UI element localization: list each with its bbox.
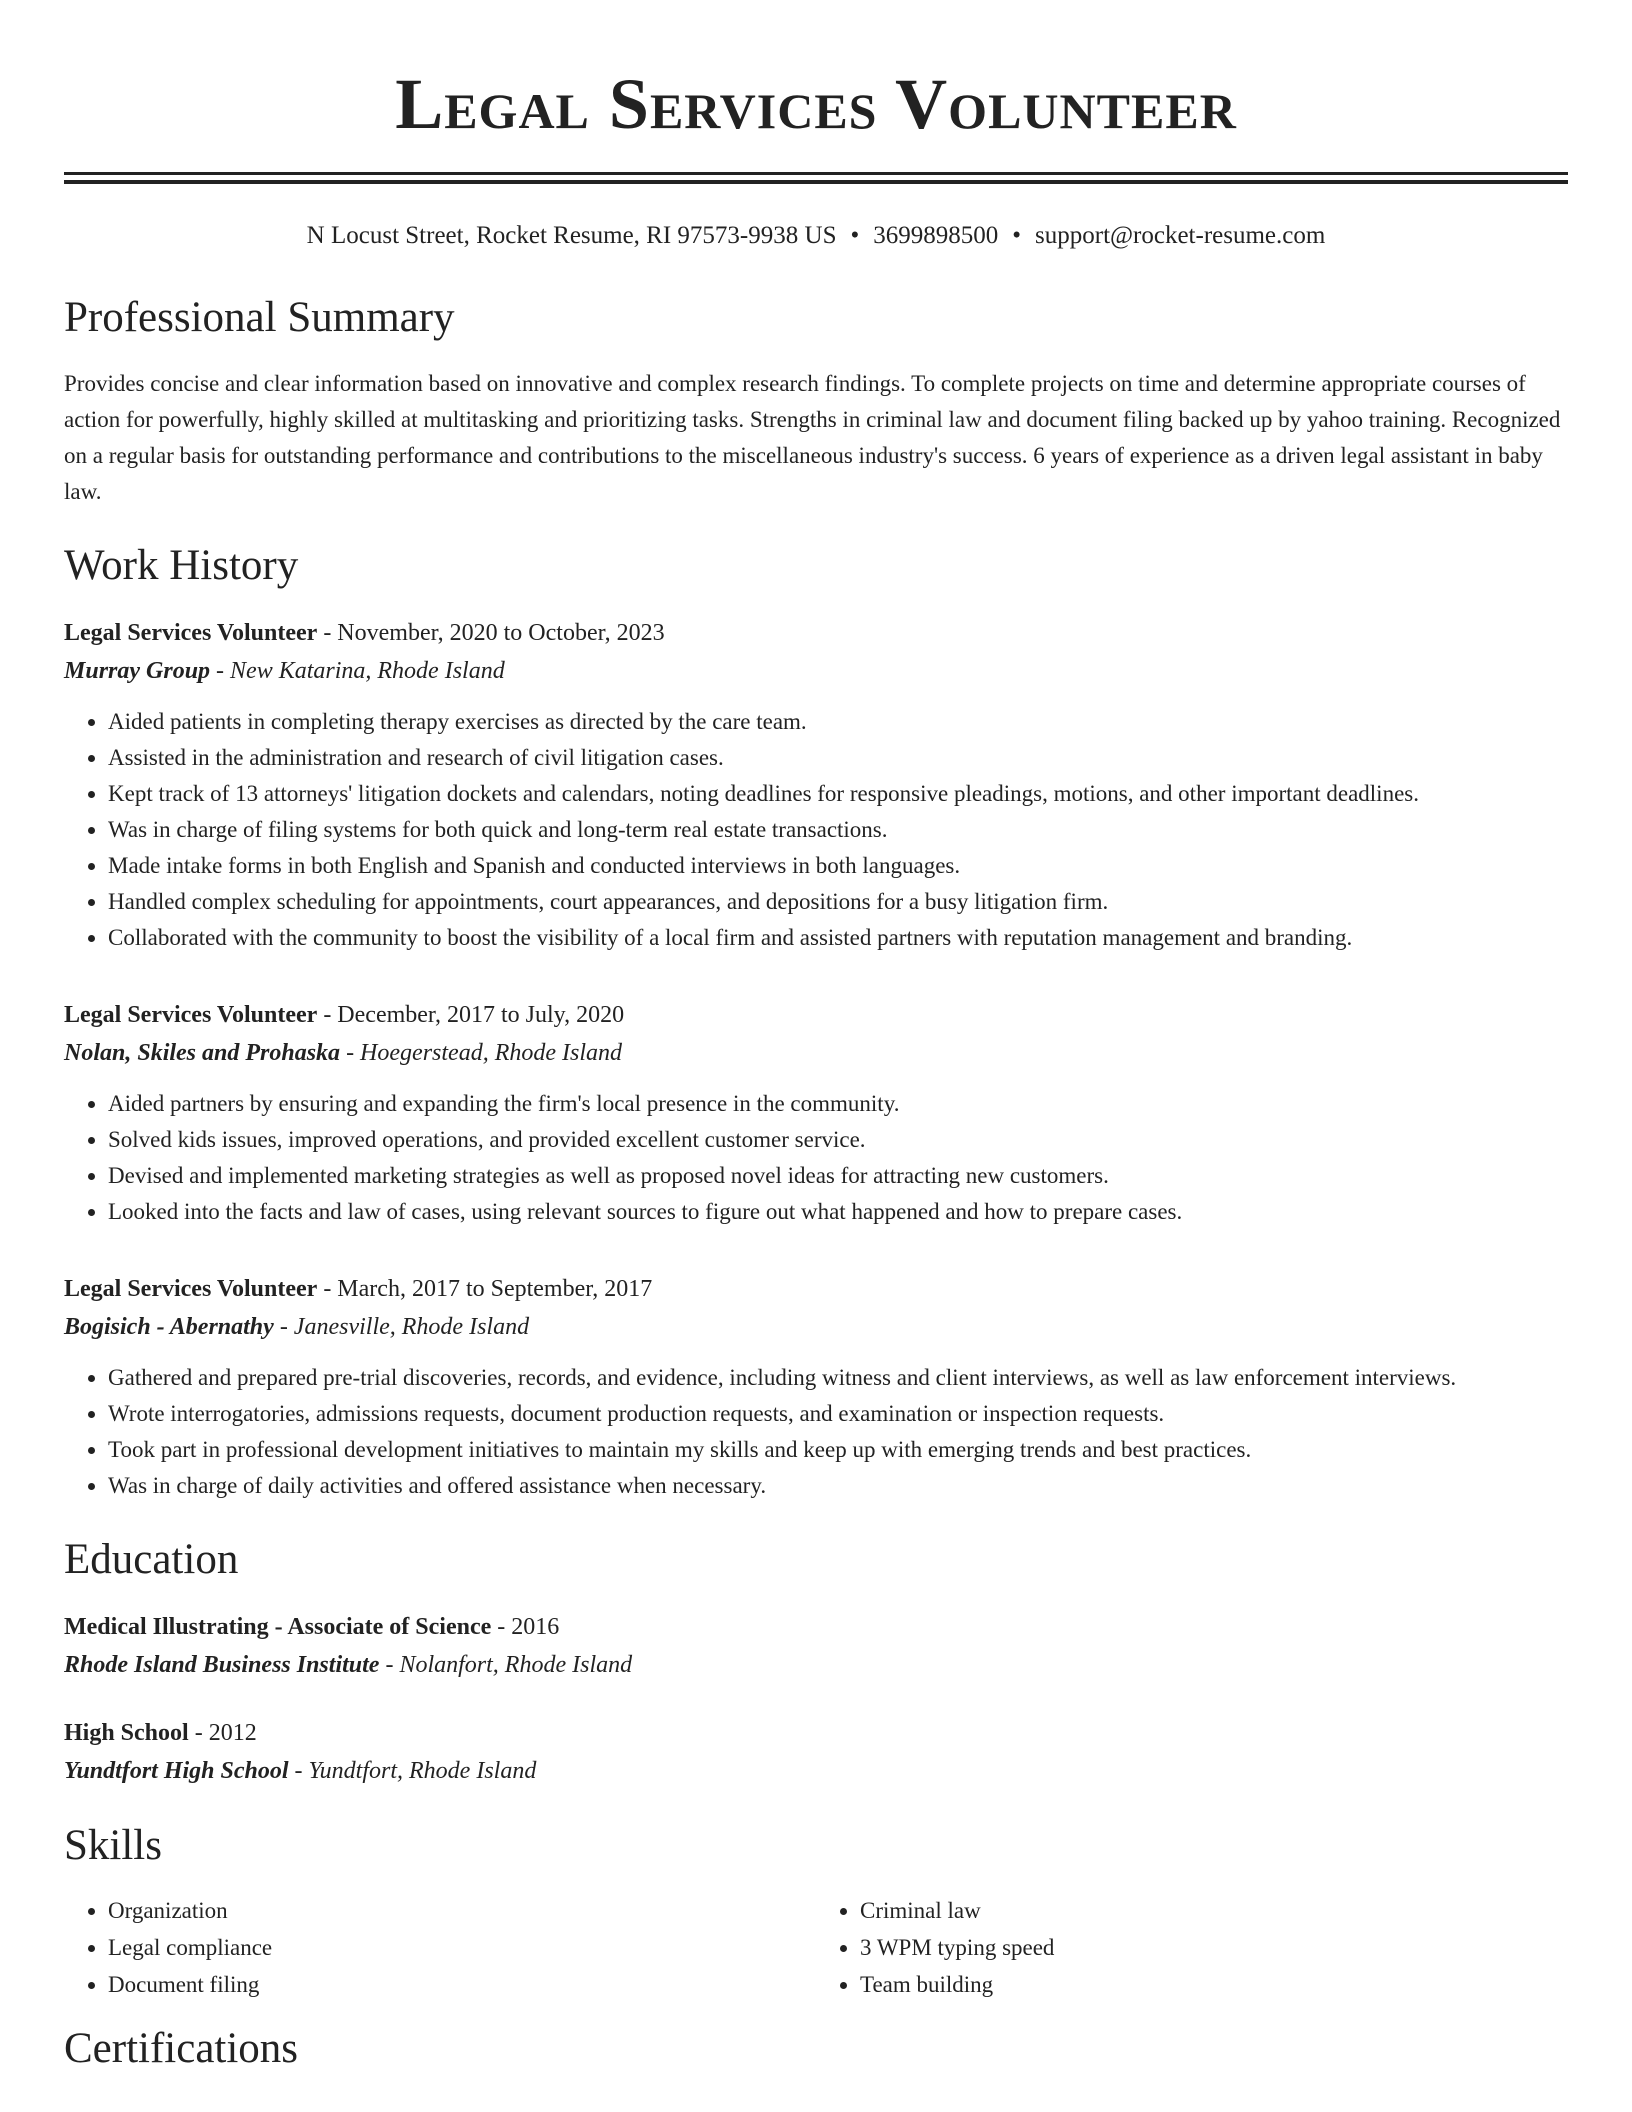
job-entry <box>64 1270 1568 1504</box>
education-entry <box>64 1714 1568 1790</box>
list-item: • Wrote interrogatories, admissions requests, document production requests, and examination or inspection requests. <box>108 1396 1568 1432</box>
skill-item: • Document filing <box>108 1966 816 2003</box>
employer-line <box>64 1034 1568 1072</box>
job-title: Legal Services Volunteer <box>64 1002 318 1028</box>
degree-line <box>64 1714 1568 1752</box>
list-item: • Kept track of 13 attorneys' litigation dockets and calendars, noting deadlines for responsive pleadings, motions, and other important deadlines. <box>108 776 1568 812</box>
summary-heading: Professional Summary <box>64 294 455 341</box>
contact-address: N Locust Street, Rocket Resume, RI 97573-9938 US <box>306 222 837 249</box>
contact-separator: • <box>1012 222 1022 249</box>
list-item: • Made intake forms in both English and Spanish and conducted interviews in both languages. <box>108 848 1568 884</box>
skills-list <box>64 1892 1568 2003</box>
contact-phone: 3699898500 <box>873 222 999 249</box>
list-item: • Handled complex scheduling for appointments, court appearances, and depositions for a busy litigation firm. <box>108 884 1568 920</box>
degree-name: Medical Illustrating - Associate of Science <box>64 1614 492 1640</box>
header-rule-bottom <box>64 180 1568 184</box>
list-item: • Solved kids issues, improved operations, and provided excellent customer service. <box>108 1122 1568 1158</box>
header-rule-top <box>64 172 1568 175</box>
list-item: • Aided patients in completing therapy exercises as directed by the care team. <box>108 704 1568 740</box>
employer-name: Murray Group <box>64 658 211 684</box>
education-heading: Education <box>64 1536 239 1583</box>
employer-location: - New Katarina, Rhode Island <box>210 658 505 684</box>
certifications-heading: Certifications <box>64 2025 299 2072</box>
degree-name: High School <box>64 1720 189 1746</box>
job-title-line <box>64 1270 1568 1308</box>
job-entry <box>64 614 1568 956</box>
contact-separator: • <box>850 222 860 249</box>
degree-line <box>64 1608 1568 1646</box>
skill-item: • Organization <box>108 1892 816 1929</box>
list-item: • Was in charge of filing systems for both quick and long-term real estate transactions. <box>108 812 1568 848</box>
list-item: • Collaborated with the community to boost the visibility of a local firm and assisted partners with reputation management and branding. <box>108 920 1568 956</box>
school-line <box>64 1752 1568 1790</box>
skill-item: • Legal compliance <box>108 1929 816 1966</box>
skills-column-left <box>64 1892 816 2003</box>
list-item: • Was in charge of daily activities and offered assistance when necessary. <box>108 1468 1568 1504</box>
employer-name: Bogisich - Abernathy <box>64 1314 274 1340</box>
job-bullets <box>64 1086 1568 1230</box>
skill-item: • Team building <box>860 1966 1568 2003</box>
list-item: • Aided partners by ensuring and expanding the firm's local presence in the community. <box>108 1086 1568 1122</box>
employer-line <box>64 652 1568 690</box>
degree-year: - 2012 <box>188 1720 257 1746</box>
job-bullets <box>64 1360 1568 1504</box>
skill-item: • 3 WPM typing speed <box>860 1929 1568 1966</box>
job-bullets <box>64 704 1568 956</box>
employer-location: - Hoegerstead, Rhode Island <box>340 1040 623 1066</box>
contact-email: support@rocket-resume.com <box>1035 222 1326 249</box>
skill-item: • Criminal law <box>860 1892 1568 1929</box>
list-item: • Took part in professional development initiatives to maintain my skills and keep up with emerging trends and best practices. <box>108 1432 1568 1468</box>
skills-heading: Skills <box>64 1822 162 1869</box>
job-dates: - March, 2017 to September, 2017 <box>317 1276 653 1302</box>
employer-line <box>64 1308 1568 1346</box>
job-dates: - December, 2017 to July, 2020 <box>317 1002 625 1028</box>
employer-name: Nolan, Skiles and Prohaska <box>64 1040 341 1066</box>
job-title: Legal Services Volunteer <box>64 1276 318 1302</box>
list-item: • Assisted in the administration and research of civil litigation cases. <box>108 740 1568 776</box>
school-name: Yundtfort High School <box>64 1758 289 1784</box>
work-history-heading: Work History <box>64 542 299 589</box>
summary-text: Provides concise and clear information based on innovative and complex research findings. To complete projects on time and determine appropriate courses of action for powerfully, highly skilled at multitasking and prioritizing tasks. Strengths in criminal law and document filing backed up by yahoo training. Recognized on a regular basis for outstanding performance and contributions to the miscellaneous industry's success. 6 years of experience as a driven legal assistant in baby law. <box>64 371 1561 504</box>
job-title-line <box>64 614 1568 652</box>
job-title: Legal Services Volunteer <box>64 620 318 646</box>
employer-location: - Janesville, Rhode Island <box>273 1314 530 1340</box>
skills-column-right <box>816 1892 1568 2003</box>
resume-name: Legal Services Volunteer <box>395 64 1237 144</box>
job-entry <box>64 996 1568 1230</box>
school-line <box>64 1646 1568 1684</box>
contact-line <box>64 220 1568 252</box>
school-location: - Yundtfort, Rhode Island <box>288 1758 537 1784</box>
job-title-line <box>64 996 1568 1034</box>
list-item: • Devised and implemented marketing strategies as well as proposed novel ideas for attracting new customers. <box>108 1158 1568 1194</box>
degree-year: - 2016 <box>491 1614 560 1640</box>
list-item: • Looked into the facts and law of cases, using relevant sources to figure out what happened and how to prepare cases. <box>108 1194 1568 1230</box>
list-item: • Gathered and prepared pre-trial discoveries, records, and evidence, including witness and client interviews, as well as law enforcement interviews. <box>108 1360 1568 1396</box>
education-entry <box>64 1608 1568 1684</box>
school-location: - Nolanfort, Rhode Island <box>379 1652 633 1678</box>
job-dates: - November, 2020 to October, 2023 <box>317 620 665 646</box>
school-name: Rhode Island Business Institute <box>64 1652 380 1678</box>
